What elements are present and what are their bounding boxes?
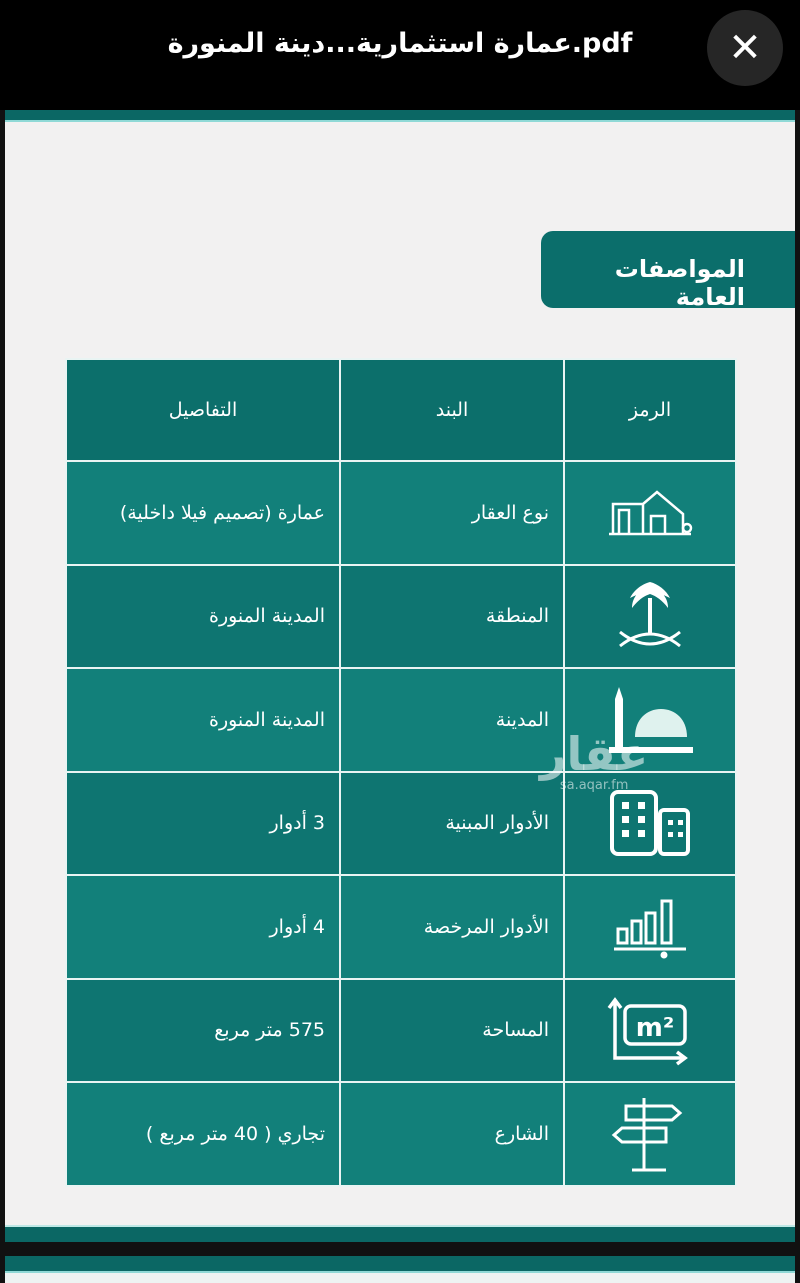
row-details: 4 أدوار (66, 875, 340, 979)
header-details: التفاصيل (66, 359, 340, 461)
row-item: الشارع (340, 1082, 564, 1186)
saudi-emblem-icon (579, 576, 721, 656)
row-item: الأدوار المرخصة (340, 875, 564, 979)
header-icon: الرمز (564, 359, 736, 461)
buildings-icon (579, 788, 721, 858)
table-row (66, 1082, 736, 1186)
area-m2-icon (579, 994, 721, 1066)
section-title: المواصفات العامة (541, 231, 795, 308)
watermark (540, 727, 649, 793)
row-details: المدينة المنورة (66, 668, 340, 772)
table-row (66, 979, 736, 1083)
table-row (66, 565, 736, 669)
table-header-row (66, 359, 736, 461)
signpost-icon (579, 1094, 721, 1174)
row-item: نوع العقار (340, 461, 564, 565)
svg-text:m²: m² (635, 1013, 675, 1044)
row-item: المدينة (340, 668, 564, 772)
next-page-top-band (5, 1256, 795, 1273)
watermark-logo: عقار (540, 727, 649, 781)
table-row (66, 875, 736, 979)
close-icon: ✕ (728, 25, 762, 71)
row-details: 3 أدوار (66, 772, 340, 876)
table-row (66, 461, 736, 565)
bar-levels-icon (579, 895, 721, 959)
row-item: المنطقة (340, 565, 564, 669)
row-details: المدينة المنورة (66, 565, 340, 669)
row-item: المساحة (340, 979, 564, 1083)
next-pdf-page (5, 1256, 795, 1283)
pdf-page (5, 110, 795, 1242)
close-button[interactable] (707, 10, 783, 86)
house-icon (579, 488, 721, 538)
row-details: تجاري ( 40 متر مربع ) (66, 1082, 340, 1186)
document-title: عمارة استثمارية...دينة المنورة.pdf (167, 28, 633, 59)
row-details: عمارة (تصميم فيلا داخلية) (66, 461, 340, 565)
page-top-band (5, 110, 795, 122)
header-item: البند (340, 359, 564, 461)
page-bottom-band (5, 1225, 795, 1242)
row-details: 575 متر مربع (66, 979, 340, 1083)
watermark-url: sa.aqar.fm (559, 778, 629, 793)
viewer-header (0, 0, 800, 110)
row-item: الأدوار المبنية (340, 772, 564, 876)
